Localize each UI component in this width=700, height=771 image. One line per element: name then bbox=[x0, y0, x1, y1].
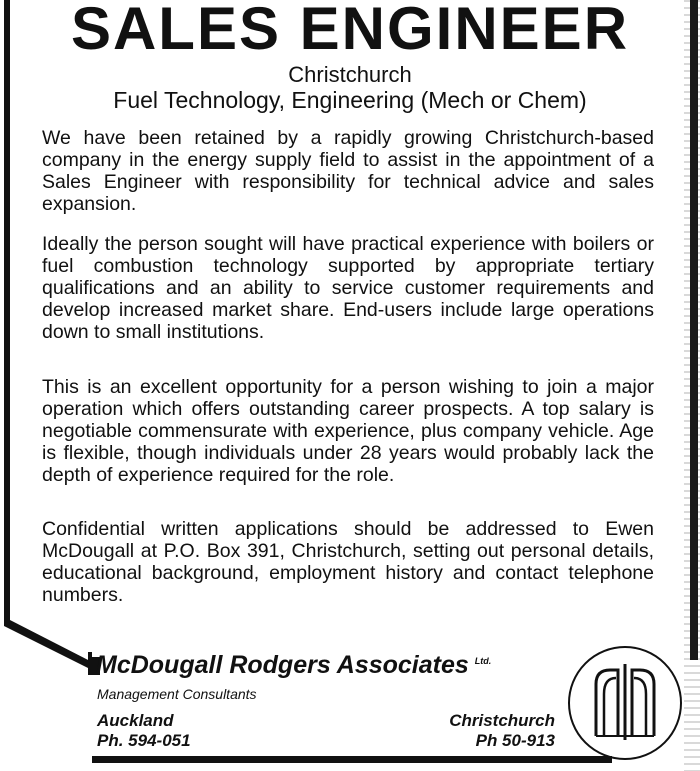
bottom-border bbox=[92, 756, 612, 763]
firm-name: McDougall Rodgers Associates bbox=[96, 651, 469, 679]
office-auckland bbox=[97, 711, 191, 751]
office-phone: Ph. 594-051 bbox=[97, 731, 191, 750]
office-city: Christchurch bbox=[449, 711, 555, 730]
ad-title: SALES ENGINEER bbox=[70, 0, 630, 62]
office-christchurch bbox=[400, 711, 555, 751]
office-city: Auckland bbox=[97, 711, 174, 730]
paragraph-intro: We have been retained by a rapidly growing Christchurch-based company in the energy supply field to assist in the appointment of a Sales Engineer with responsibility for technical advice and sales expansion. bbox=[42, 127, 654, 215]
firm-logo bbox=[566, 644, 684, 762]
paragraph-applications: Confidential written applications should be addressed to Ewen McDougall at P.O. Box 391, Christchurch, setting out personal details, educational background, employment history and contact telephone numbers. bbox=[42, 518, 654, 606]
firm-ltd: Ltd. bbox=[474, 655, 492, 666]
firm-tagline: Management Consultants bbox=[97, 686, 257, 702]
firm-name-line bbox=[96, 651, 491, 680]
office-phone: Ph 50-913 bbox=[475, 731, 555, 750]
paragraph-requirements: Ideally the person sought will have practical experience with boilers or fuel combustion technology supported by appropriate tertiary qualifications and an ability to service customer requirements and develop increased market share. End-users include large operations down to small institutions. bbox=[42, 233, 654, 343]
paragraph-opportunity: This is an excellent opportunity for a person wishing to join a major operation which offers outstanding career prospects. A top salary is negotiable commensurate with experience, plus company vehicle. Age is flexible, though individuals under 28 years would probably lack the depth of experience required for the role. bbox=[42, 376, 654, 486]
ad-location: Christchurch bbox=[288, 62, 412, 87]
ad-field: Fuel Technology, Engineering (Mech or Chem) bbox=[113, 87, 587, 113]
